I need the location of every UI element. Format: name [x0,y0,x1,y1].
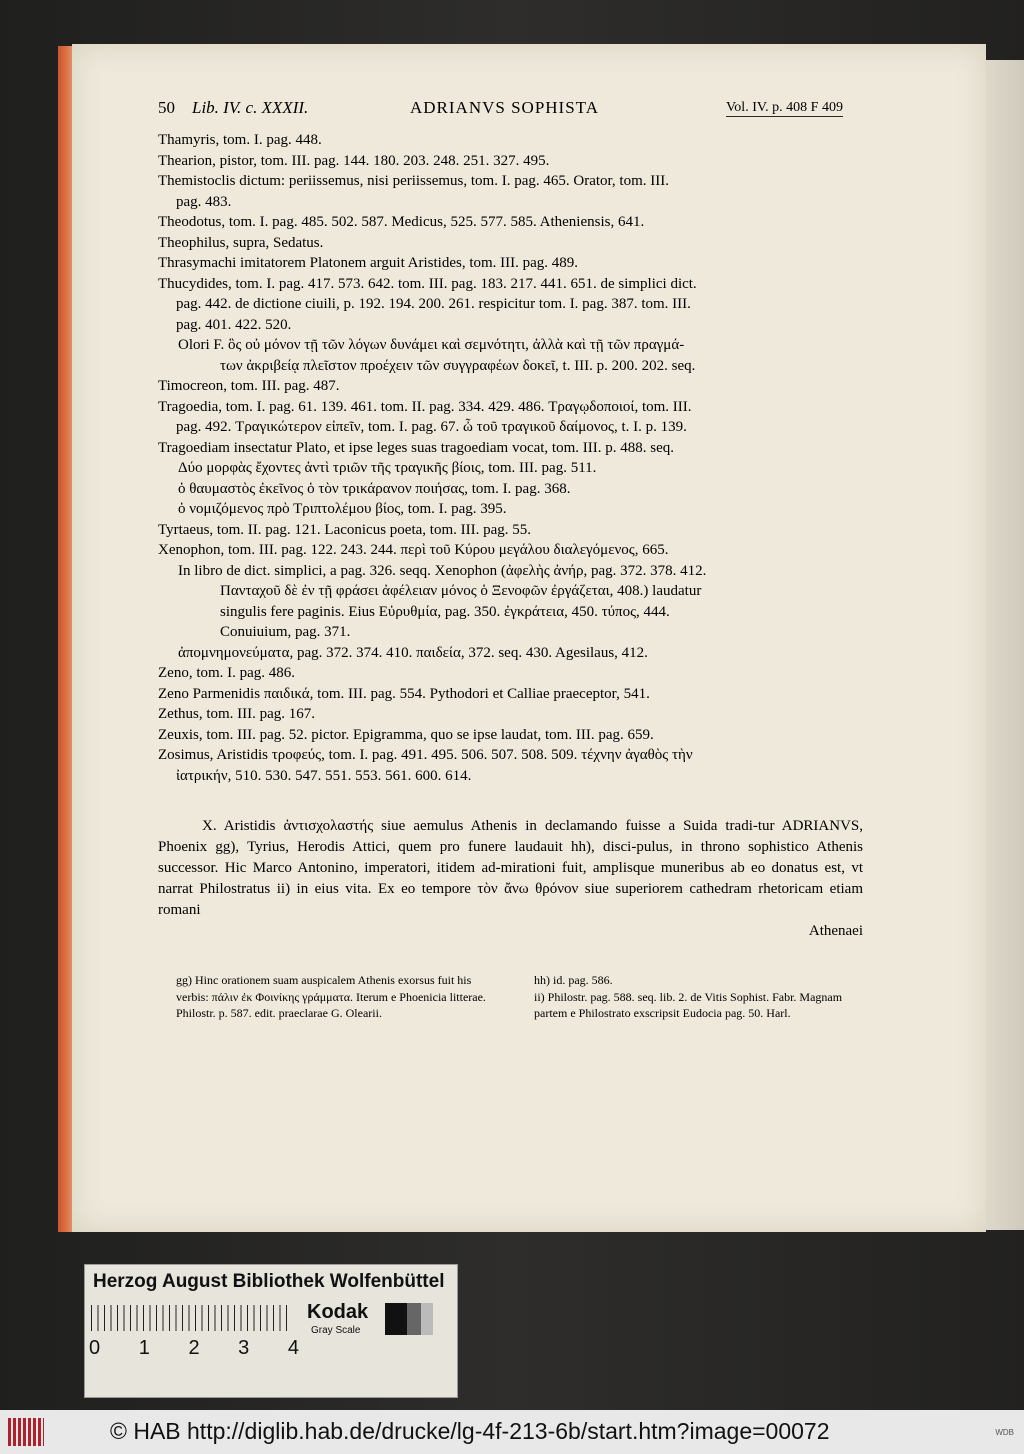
footer-bar [0,1410,1024,1454]
index-entry: Δύο μορφὰς ἔχοντες ἀντὶ τριῶν τῆς τραγικῆς βίοις, tom. III. pag. 511. [178,460,597,476]
kodak-gray-scale-label: Gray Scale [311,1325,361,1336]
index-entry: Xenophon, tom. III. pag. 122. 243. 244. περὶ τοῦ Κύρου μεγάλου διαλεγόμενος, 665. [158,542,669,558]
index-entry: pag. 492. Τραγικώτερον εἰπεῖν, tom. I. pag. 67. ὦ τοῦ τραγικοῦ δαίμονος, t. I. p. 139. [176,419,687,435]
ruler-number: 1 [138,1337,150,1359]
index-entry: Zeno Parmenidis παιδικά, tom. III. pag. 554. Pythodori et Calliae praeceptor, 541. [158,685,650,702]
index-entry: Tragoedia, tom. I. pag. 61. 139. 461. tom. II. pag. 334. 429. 486. Τραγῳδοποιοί, tom. III. [158,398,692,415]
index-entry: Tragoediam insectatur Plato, et ipse leges suas tragoediam vocat, tom. III. p. 488. seq. [158,439,674,456]
index-entry: Theophilus, supra, Sedatus. [158,234,324,251]
ruler-number: 2 [188,1337,200,1359]
index-entry: ἀπομνημονεύματα, pag. 372. 374. 410. παιδεία, 372. seq. 430. Agesilaus, 412. [178,644,648,661]
index-entry: Conuiuium, pag. 371. [220,624,351,640]
index-entry: Theodotus, tom. I. pag. 485. 502. 587. Medicus, 525. 577. 585. Atheniensis, 641. [158,214,645,230]
catchword: Athenaei [808,923,863,939]
footnote-hh: hh) id. pag. 586. [534,973,613,987]
index-entry: Zosimus, Aristidis τροφεύς, tom. I. pag. 491. 495. 506. 507. 508. 509. τέχνην ἀγαθὸς τὴν [158,747,693,763]
index-entry: Πανταχοῦ δὲ ἐν τῇ φράσει ἀφέλειαν μόνος ὁ Ξενοφῶν ἐργάζεται, 408.) laudatur [220,583,702,599]
index-entry: Zeno, tom. I. pag. 486. [158,665,296,681]
index-entry: singulis fere paginis. Eius Εὐρυθμία, pag. 350. ἐγκράτεια, 450. τύπος, 444. [220,603,670,620]
gray-patch-dark [407,1303,421,1335]
index-entry: των ἀκριβείᾳ πλεῖστον προέχειν τῶν συγγραφέων δοκεῖ, t. III. p. 200. 202. seq. [220,357,696,374]
running-title: ADRIANVS SOPHISTA [410,98,599,117]
index-entry: Thucydides, tom. I. pag. 417. 573. 642. tom. III. pag. 183. 217. 441. 651. de simplici dict. [158,275,697,292]
footnote-gg: gg) Hinc orationem suam auspicalem Athenis exorsus fuit his verbis: πάλιν ἐκ Φοινίκης γράμματα. Iterum e Phoenicia litterae. Philostr. p. 587. edit. praeclarae G. Olearii. [176,973,486,1020]
ruler-number: 3 [238,1337,250,1359]
index-entry: Zeuxis, tom. III. pag. 52. pictor. Epigramma, quo se ipse laudat, tom. III. pag. 659. [158,726,654,743]
index-entry: Timocreon, tom. III. pag. 487. [158,378,340,394]
index-entry: Thrasymachi imitatorem Platonem arguit Aristides, tom. III. pag. 489. [158,255,579,271]
copyright-link[interactable]: © HAB http://diglib.hab.de/drucke/lg-4f-213-6b/start.htm?image=00072 [110,1418,830,1444]
paragraph-text: X. Aristidis ἀντισχολαστής siue aemulus Athenis in declamando fuisse a Suida tradi-tur ADRIANVS, Phoenix gg), Tyrius, Herodis Attici, quem pro funere laudauit hh), disci-pulus, in throno sophistico Athenis successor. Hic Marco Antonino, imperatori, itidem ad-mirationi fuit, amplisque muneribus ab eo donatus est, vt narrat Philostratus ii) in eius vita. Ex eo tempore τὸν ἄνω θρόνον siue superiorem cathedram rhetoricam etiam romani [158,818,863,918]
ruler-number: 0 [89,1337,101,1359]
library-name: Herzog August Bibliothek Wolfenbüttel [93,1271,445,1292]
calibration-card [84,1264,458,1398]
ruler-scale [91,1305,287,1331]
facing-page-edge [985,60,1024,1230]
index-entry: pag. 442. de dictione ciuili, p. 192. 194. 200. 261. respicitur tom. I. pag. 387. tom. III. [176,296,691,312]
index-entry: pag. 401. 422. 520. [176,316,292,333]
index-entries [158,130,863,786]
index-entry: Tyrtaeus, tom. II. pag. 121. Laconicus poeta, tom. III. pag. 55. [158,521,532,538]
index-entry: Thamyris, tom. I. pag. 448. [158,132,322,148]
footnotes-right [534,972,864,1022]
index-entry: Olori F. ὃς οὐ μόνον τῇ τῶν λόγων δυνάμει καὶ σεμνότητι, ἀλλὰ καὶ τῇ τῶν πραγμά- [178,337,685,353]
page-number: 50 [158,98,175,117]
ruler-number: 4 [287,1337,299,1359]
footnote-ii: ii) Philostr. pag. 588. seq. lib. 2. de Vitis Sophist. Fabr. Magnam partem e Philostrato exscripsit Eudocia pag. 50. Harl. [534,989,843,1020]
gray-patch-light [421,1303,433,1335]
kodak-logo: Kodak [307,1301,369,1323]
index-entry: Zethus, tom. III. pag. 167. [158,706,316,722]
index-entry: ἰατρικήν, 510. 530. 547. 551. 553. 561. 600. 614. [176,767,472,784]
index-entry: ὁ νομιζόμενος πρὸ Τριπτολέμου βίος, tom. I. pag. 395. [178,501,507,517]
index-entry: ὁ θαυμαστὸς ἐκεῖνος ὁ τὸν τρικάρανον ποιήσας, tom. I. pag. 368. [178,480,571,497]
gray-patch-black [385,1303,407,1335]
volume-reference: Vol. IV. p. 408 F 409 [726,100,843,115]
ruler-numbers [89,1337,299,1360]
index-entry: Thearion, pistor, tom. III. pag. 144. 180. 203. 248. 251. 327. 495. [158,152,550,169]
book-chapter: Lib. IV. c. XXXII. [192,98,309,117]
index-entry: pag. 483. [176,193,232,210]
hab-logo-icon [8,1418,44,1446]
page-header [158,92,858,120]
index-entry: In libro de dict. simplici, a pag. 326. seqq. Xenophon (ἀφελὴς ἀνήρ, pag. 372. 378. 412. [178,562,707,579]
main-paragraph [158,816,863,942]
footer-mark: WDB [995,1428,1014,1437]
index-entry: Themistoclis dictum: periissemus, nisi periissemus, tom. I. pag. 465. Orator, tom. III. [158,173,669,189]
